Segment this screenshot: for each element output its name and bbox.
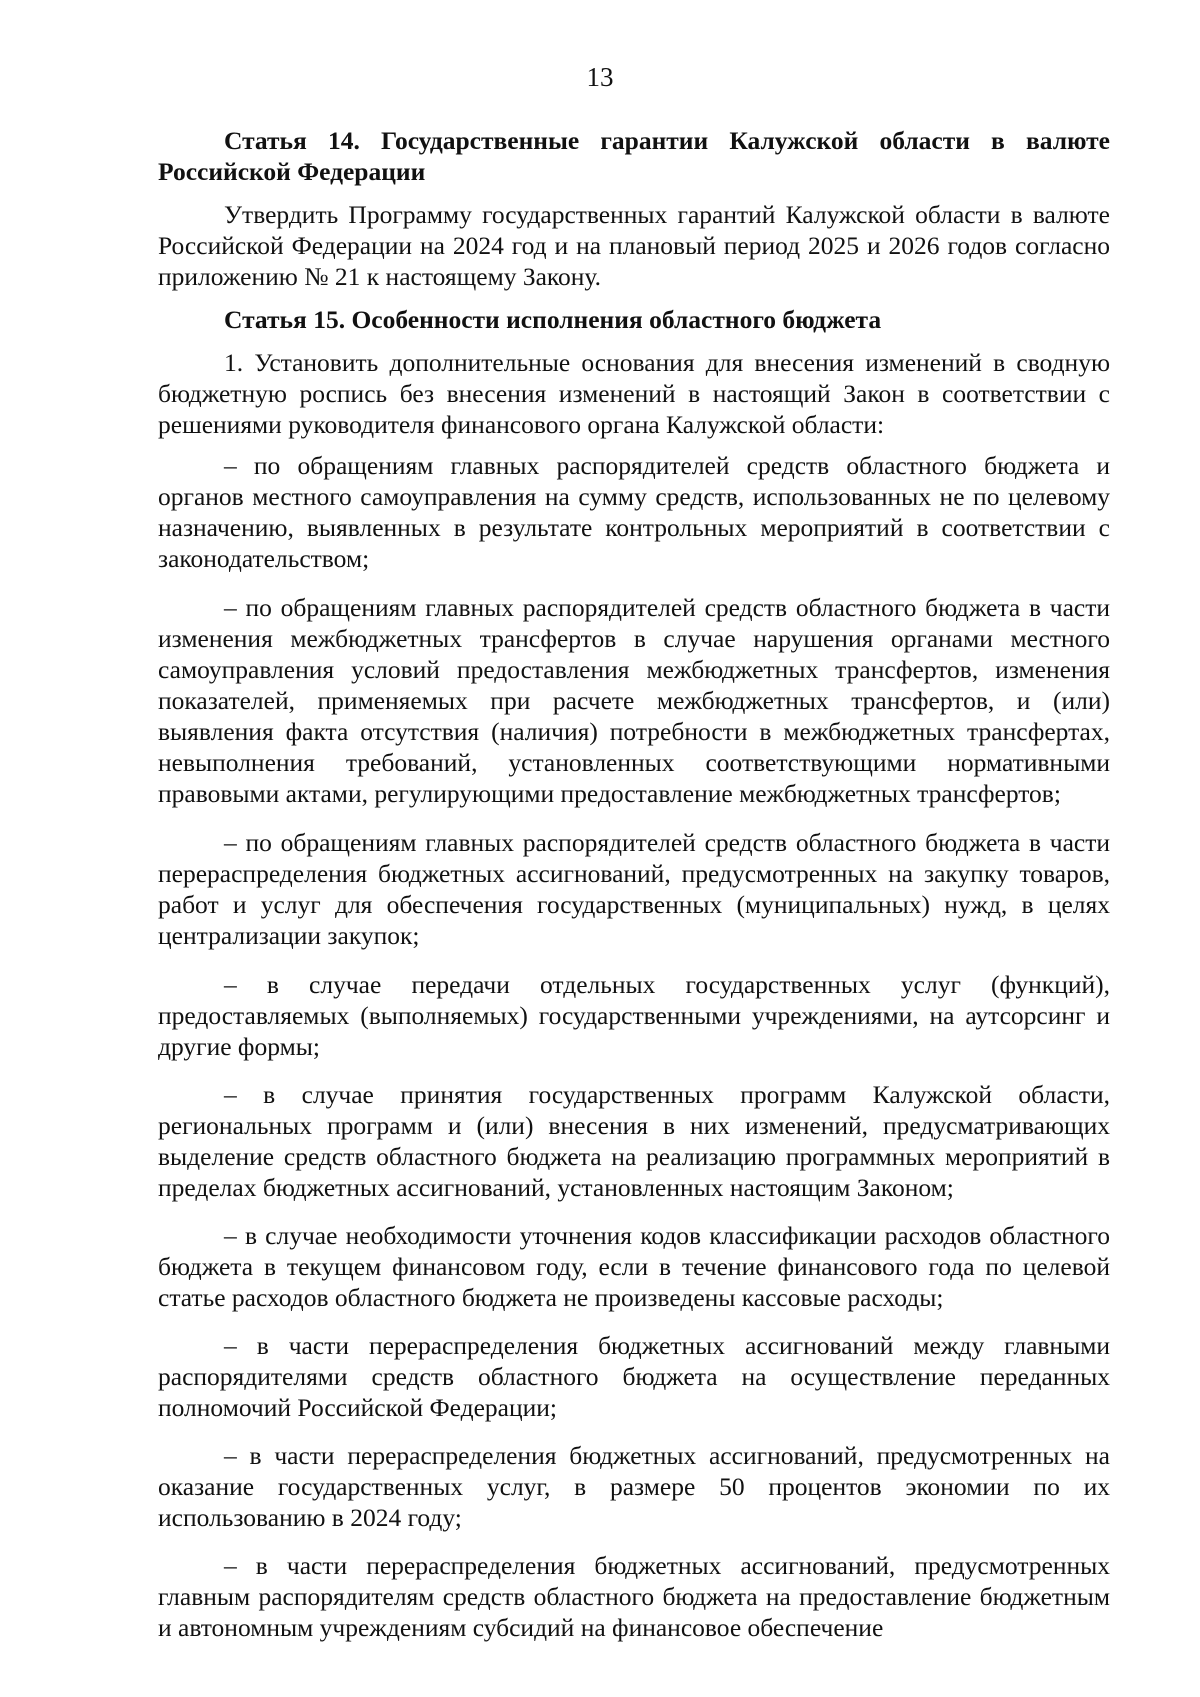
list-item: – в случае принятия государственных программ Калужской области, региональных программ и (или) внесения в них изменений, предусматривающих выделение средств областного бюджета на реализацию программных мероприятий в пределах бюджетных ассигнований, установленных настоящим Законом;: [158, 1080, 1110, 1202]
list-item: – в части перераспределения бюджетных ассигнований между главными распорядителями средств областного бюджета на осуществление переданных полномочий Российской Федерации;: [158, 1331, 1110, 1422]
list-item: – по обращениям главных распорядителей средств областного бюджета в части изменения межбюджетных трансфертов в случае нарушения органами местного самоуправления условий предоставления межбюджетных трансфертов, изменения показателей, применяемых при расчете межбюджетных трансфертов, и (или) выявления факта отсутствия (наличия) потребности в межбюджетных трансфертах, невыполнения требований, установленных соответствующими нормативными правовыми актами, регулирующими предоставление межбюджетных трансфертов;: [158, 593, 1110, 808]
article-14-heading: Статья 14. Государственные гарантии Калужской области в валюте Российской Федерации: [158, 126, 1110, 186]
list-item: – в случае необходимости уточнения кодов классификации расходов областного бюджета в текущем финансовом году, если в течение финансового года по целевой статье расходов областного бюджета не произведены кассовые расходы;: [158, 1221, 1110, 1312]
article-14-text: Утвердить Программу государственных гарантий Калужской области в валюте Российской Федерации на 2024 год и на плановый период 2025 и 2026 годов согласно приложению № 21 к настоящему Закону.: [158, 200, 1110, 291]
article-15-intro: 1. Установить дополнительные основания для внесения изменений в сводную бюджетную роспись без внесения изменений в настоящий Закон в соответствии с решениями руководителя финансового органа Калужской области:: [158, 348, 1110, 439]
list-item: – по обращениям главных распорядителей средств областного бюджета и органов местного самоуправления на сумму средств, использованных не по целевому назначению, выявленных в результате контрольных мероприятий в соответствии с законодательством;: [158, 451, 1110, 573]
list-item: – в случае передачи отдельных государственных услуг (функций), предоставляемых (выполняемых) государственными учреждениями, на аутсорсинг и другие формы;: [158, 970, 1110, 1061]
document-body: [158, 125, 1110, 1643]
article-15-heading: Статья 15. Особенности исполнения областного бюджета: [224, 305, 882, 334]
list-item: – в части перераспределения бюджетных ассигнований, предусмотренных главным распорядителям средств областного бюджета на предоставление бюджетным и автономным учреждениям субсидий на финансовое обеспечение: [158, 1551, 1110, 1642]
list-item: – в части перераспределения бюджетных ассигнований, предусмотренных на оказание государственных услуг, в размере 50 процентов экономии по их использованию в 2024 году;: [158, 1441, 1110, 1532]
page-number: 13: [586, 62, 614, 92]
list-item: – по обращениям главных распорядителей средств областного бюджета в части перераспределения бюджетных ассигнований, предусмотренных на закупку товаров, работ и услуг для обеспечения государственных (муниципальных) нужд, в целях централизации закупок;: [158, 828, 1110, 950]
